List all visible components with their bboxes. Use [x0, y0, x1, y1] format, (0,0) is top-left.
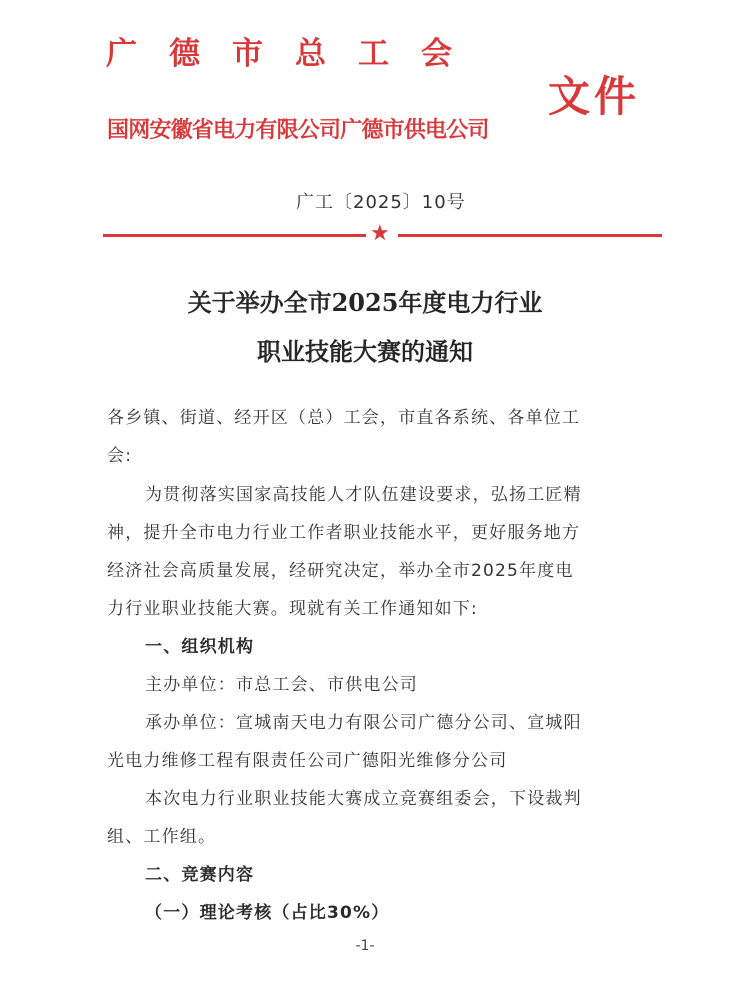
red-divider-right: [398, 234, 662, 237]
document-number: 广工〔2025〕10号: [296, 192, 466, 213]
red-divider-left: [103, 234, 366, 237]
subsection-heading-theory: （一）理论考核（占比30%）: [145, 903, 390, 923]
intro-paragraph-line-4: 力行业职业技能大赛。现就有关工作通知如下:: [107, 599, 478, 619]
document-type-label: 文件: [548, 72, 641, 121]
organizer-units-line-1: 承办单位：宣城南天电力有限公司广德分公司、宣城阳: [145, 713, 582, 733]
committee-line-1: 本次电力行业职业技能大赛成立竞赛组委会，下设裁判: [145, 789, 582, 809]
intro-paragraph-line-2: 神，提升全市电力行业工作者职业技能水平，更好服务地方: [107, 523, 581, 543]
section-heading-organization: 一、组织机构: [145, 637, 255, 657]
salutation-line-2: 会:: [107, 446, 133, 466]
issuer-trade-union: 广德市总工会: [106, 36, 484, 72]
organizer-units-line-2: 光电力维修工程有限责任公司广德阳光维修分公司: [107, 751, 508, 771]
intro-paragraph-line-1: 为贯彻落实国家高技能人才队伍建设要求，弘扬工匠精: [145, 485, 582, 505]
committee-line-2: 组、工作组。: [107, 827, 217, 847]
notice-title-line-2: 职业技能大赛的通知: [257, 337, 473, 366]
host-units: 主办单位：市总工会、市供电公司: [145, 675, 418, 695]
intro-paragraph-line-3: 经济社会高质量发展，经研究决定，举办全市2025年度电: [107, 561, 574, 581]
issuer-power-company: 国网安徽省电力有限公司广德市供电公司: [107, 117, 489, 143]
section-heading-content: 二、竞赛内容: [145, 865, 255, 885]
salutation-line-1: 各乡镇、街道、经开区（总）工会，市直各系统、各单位工: [107, 408, 581, 428]
star-icon: ★: [370, 221, 390, 246]
page-number: -1-: [355, 938, 375, 954]
notice-title-line-1: 关于举办全市2025年度电力行业: [187, 288, 543, 317]
